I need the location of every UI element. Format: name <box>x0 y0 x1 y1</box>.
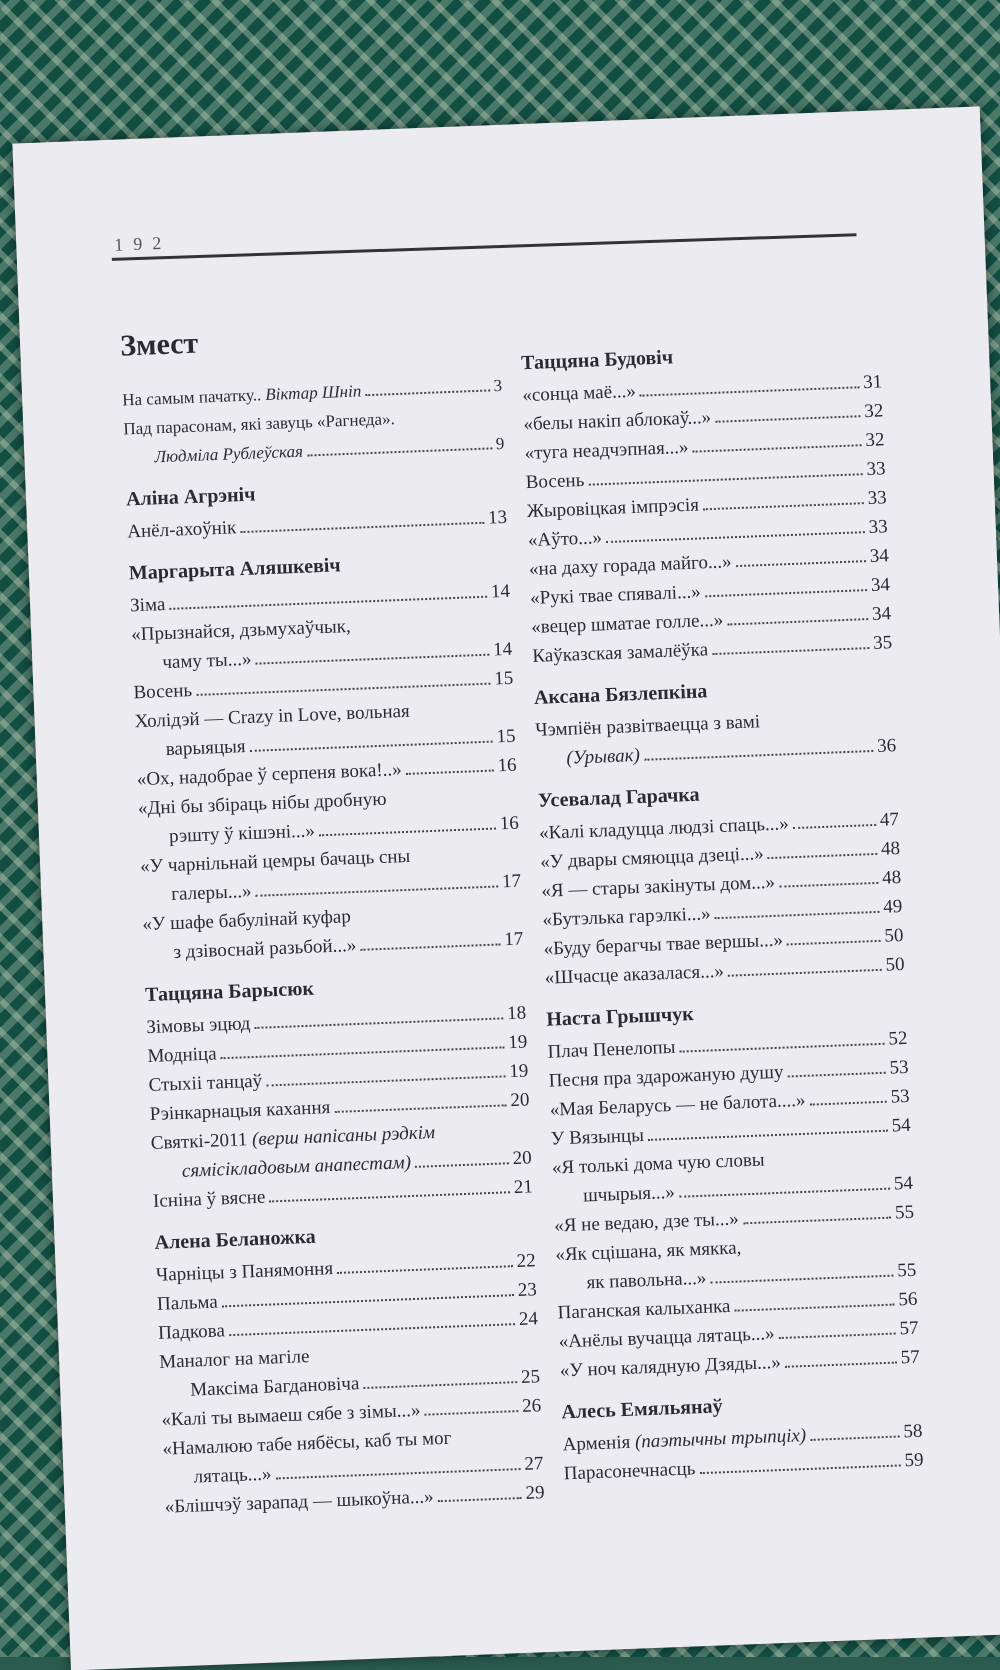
page-number: 192 <box>113 232 172 255</box>
leader-dots <box>365 389 489 396</box>
entry-title: Рэінкарнацыя кахання <box>149 1097 331 1126</box>
entry-title: Чарніцы з Панямоння <box>155 1258 334 1286</box>
leader-dots <box>710 1275 893 1284</box>
author-section <box>546 995 920 1386</box>
entry-page: 58 <box>903 1420 923 1443</box>
leader-dots <box>779 882 878 888</box>
entry-page: 27 <box>524 1453 544 1475</box>
entry-title: «Рукі твае спявалі...» <box>529 581 702 610</box>
leader-dots <box>425 1410 519 1416</box>
leader-dots <box>256 654 490 665</box>
leader-dots <box>250 741 493 752</box>
entry-title-line1: Пад парасонам, які завуць «Рагнеда». <box>123 409 396 439</box>
leader-dots <box>337 1265 513 1274</box>
entry-title-line2: Максіма Багдановіча <box>189 1373 360 1401</box>
leader-dots <box>768 853 878 859</box>
leader-dots <box>606 531 865 543</box>
entry-title: Паганская калыханка <box>557 1295 731 1324</box>
entry-page: 53 <box>890 1085 910 1108</box>
entry-page: 48 <box>880 838 901 860</box>
entry-title: «Блішчэў зарапад — шыкоўна...» <box>164 1486 434 1518</box>
entry-title-line2: рэшту ў кішэні...» <box>168 820 316 848</box>
entry-page: 14 <box>492 638 513 661</box>
entry-title-line1: «Як сцішана, як мякка, <box>555 1237 742 1266</box>
contents-right-column <box>521 338 925 1504</box>
leader-dots <box>810 1101 887 1106</box>
leader-dots <box>727 618 868 625</box>
entry-page: 48 <box>881 867 902 889</box>
intro-section <box>122 371 505 473</box>
author-section <box>521 338 893 671</box>
entry-page: 21 <box>513 1176 534 1199</box>
entry-title: «Шчасце аказалася...» <box>544 960 725 989</box>
entry-page: 13 <box>487 506 508 529</box>
entry-page: 3 <box>493 375 503 396</box>
leader-dots <box>229 1323 515 1336</box>
leader-dots <box>703 502 864 510</box>
entry-page: 16 <box>497 754 517 777</box>
entry-page: 36 <box>876 735 897 757</box>
header-rule <box>112 233 857 261</box>
entry-page: 59 <box>904 1449 924 1472</box>
leader-dots <box>699 1464 900 1474</box>
entry-title-line1: «Прызнайся, дзьмухаўчык, <box>130 615 352 646</box>
entry-title: Пальма <box>156 1291 219 1315</box>
author-name: Усевалад Гарачка <box>537 783 700 812</box>
entry-title: «вецер шматае голле...» <box>530 609 724 639</box>
entry-page: 34 <box>869 545 890 567</box>
author-name: Алесь Емяльянаў <box>561 1395 723 1424</box>
leader-dots <box>728 969 882 977</box>
leader-dots <box>276 1468 521 1479</box>
entry-page: 50 <box>885 953 905 976</box>
entry-title-line1: «У шафе бабулінай куфар <box>142 906 352 936</box>
author-section <box>154 1217 545 1521</box>
leader-dots <box>693 444 862 452</box>
leader-dots <box>438 1497 522 1502</box>
entry-title-line1: Маналог на магіле <box>158 1346 310 1373</box>
author-name: Маргарыта Аляшкевіч <box>128 554 342 585</box>
entry-title: Анёл-ахоўнік <box>126 517 237 543</box>
leader-dots <box>307 447 492 456</box>
leader-dots <box>715 415 860 423</box>
entry-page: 34 <box>870 574 891 596</box>
leader-dots <box>648 1130 888 1141</box>
book-page <box>12 106 1000 1670</box>
entry-page: 52 <box>887 1027 908 1050</box>
leader-dots <box>254 1017 503 1029</box>
leader-dots <box>680 1043 885 1053</box>
entry-page: 9 <box>495 433 505 454</box>
contents-title: Змест <box>119 326 199 363</box>
author-section <box>129 548 524 968</box>
leader-dots <box>266 1075 505 1086</box>
entry-title-line1: Холідэй — Crazy in Love, вольная <box>134 700 411 733</box>
entry-page: 57 <box>900 1346 921 1369</box>
entry-title: «Я — стары закінуты дом...» <box>541 871 776 902</box>
leader-dots <box>319 828 496 837</box>
entry-title-line2: галеры...» <box>170 880 252 906</box>
entry-page: 24 <box>518 1308 539 1330</box>
leader-dots <box>712 647 869 655</box>
entry-page: 49 <box>882 895 903 918</box>
leader-dots <box>735 1304 895 1312</box>
leader-dots <box>221 1046 505 1059</box>
leader-dots <box>788 1072 886 1078</box>
entry-title-line1: «У чарнільнай цемры бачаць сны <box>139 845 411 878</box>
entry-title: Восень <box>133 680 193 704</box>
entry-title: «Аўто...» <box>527 527 603 552</box>
entry-title: Арменія (паэтычны трыпціх) <box>562 1425 807 1456</box>
entry-title-line2: як павольна...» <box>586 1267 707 1294</box>
entry-title: «Мая Беларусь — не балота....» <box>549 1089 806 1121</box>
entry-title: Плач Пенелопы <box>547 1036 676 1063</box>
toc-entry <box>127 503 508 547</box>
entry-title: «Я не ведаю, дзе ты...» <box>553 1208 740 1237</box>
entry-title: «У двары смяюцца дзеці...» <box>539 843 765 873</box>
entry-title-line1: Чэмпіён развітваецца з вамі <box>534 711 761 741</box>
entry-title: Жыровіцкая імпрэсія <box>526 494 700 523</box>
entry-page: 15 <box>496 725 516 748</box>
entry-title: «белы накіп аблокаў...» <box>523 406 712 436</box>
entry-title: У Вязынцы <box>550 1125 645 1150</box>
entry-title-line2: (Урывак) <box>565 744 641 769</box>
author-name: Аліна Агрэніч <box>125 483 256 511</box>
leader-dots <box>222 1294 514 1307</box>
entry-title: «У ноч калядную Дзяды...» <box>559 1351 782 1382</box>
entry-title: «туга неадчэпная...» <box>524 436 689 465</box>
entry-page: 29 <box>525 1482 545 1504</box>
leader-dots <box>240 522 484 533</box>
entry-title-line2: чаму ты...» <box>161 648 252 674</box>
leader-dots <box>787 940 881 946</box>
leader-dots <box>644 750 873 761</box>
entry-title: На самым пачатку.. Віктар Шніп <box>121 381 362 410</box>
leader-dots <box>640 386 859 396</box>
leader-dots <box>334 1104 506 1113</box>
entry-title-line1: «Дні бы збіраць нібы дробную <box>137 788 387 820</box>
entry-title: Парасонечнасць <box>563 1458 696 1485</box>
entry-title: «Ох, надобрае ў серпеня вока!..» <box>136 759 403 791</box>
entry-title: Існіна ў вясне <box>152 1186 266 1212</box>
leader-dots <box>588 473 862 486</box>
entry-page: 47 <box>879 809 900 831</box>
entry-title: «Калі кладуцца людзі спаць...» <box>538 813 790 844</box>
entry-page: 55 <box>894 1201 915 1224</box>
entry-title: «Бутэлька гарэлкі...» <box>542 903 711 931</box>
entry-title-line1: Святкі-2011 (верш напісаны рэдкім <box>150 1122 436 1154</box>
entry-page: 16 <box>499 812 520 835</box>
entry-title: Зіма <box>129 594 166 617</box>
leader-dots <box>196 683 490 696</box>
leader-dots <box>743 1217 891 1225</box>
contents-left-column <box>120 315 546 1538</box>
entry-title: Модніца <box>147 1043 217 1068</box>
entry-page: 14 <box>490 580 511 603</box>
entry-title: «сонца маё...» <box>522 380 637 407</box>
entry-title: «на даху горада майго...» <box>528 551 732 581</box>
entry-page: 19 <box>508 1060 529 1083</box>
leader-dots <box>779 1333 896 1339</box>
entry-page: 55 <box>896 1259 917 1282</box>
entry-title-line2: лятаць...» <box>193 1463 272 1488</box>
leader-dots <box>679 1188 890 1198</box>
entry-page: 20 <box>512 1147 533 1170</box>
entry-title: «Анёлы вучацца лятаць...» <box>558 1323 775 1353</box>
entry-page: 20 <box>510 1089 530 1112</box>
author-section <box>561 1388 924 1489</box>
entry-page: 23 <box>517 1279 538 1302</box>
leader-dots <box>256 885 499 896</box>
entry-title-line1: «Я толькі дома чую словы <box>551 1149 766 1179</box>
entry-title: Восень <box>525 469 585 494</box>
entry-page: 17 <box>501 870 522 893</box>
entry-page: 32 <box>864 429 885 452</box>
leader-dots <box>793 824 876 829</box>
entry-page: 57 <box>899 1317 919 1340</box>
entry-title-line2: шчырыя...» <box>582 1181 676 1207</box>
author-section <box>538 776 906 993</box>
author-name: Наста Грышчук <box>545 1003 695 1031</box>
entry-title: «Буду берагчы твае вершы...» <box>543 929 784 960</box>
author-name: Аксана Бязлепкіна <box>533 680 708 709</box>
leader-dots <box>785 1362 897 1368</box>
entry-page: 33 <box>868 516 889 538</box>
author-name: Таццяна Будовіч <box>520 346 674 375</box>
entry-page: 25 <box>520 1366 541 1388</box>
entry-title: Падкова <box>157 1320 226 1344</box>
entry-page: 17 <box>503 928 524 951</box>
entry-page: 56 <box>897 1288 918 1311</box>
entry-page: 32 <box>863 400 884 423</box>
leader-dots <box>715 911 880 919</box>
author-name: Таццяна Барысюк <box>144 977 315 1007</box>
leader-dots <box>406 770 494 775</box>
entry-page: 34 <box>871 603 892 625</box>
leader-dots <box>363 1381 517 1389</box>
leader-dots <box>415 1162 509 1168</box>
entry-title-line2: сямісікладовым анапестам) <box>181 1152 412 1182</box>
author-section <box>145 970 534 1216</box>
entry-page: 54 <box>893 1172 914 1195</box>
leader-dots <box>810 1435 899 1440</box>
entry-page: 22 <box>516 1250 537 1273</box>
author-section <box>534 673 897 774</box>
entry-title: Каўказская замалёўка <box>532 639 709 667</box>
leader-dots <box>736 560 866 567</box>
entry-page: 19 <box>507 1031 528 1054</box>
entry-page: 33 <box>867 487 888 510</box>
leader-dots <box>269 1191 510 1202</box>
entry-page: 31 <box>862 371 883 394</box>
entry-page: 54 <box>891 1114 912 1137</box>
entry-title-line1: «Намалюю табе нябёсы, каб ты мог <box>162 1427 452 1460</box>
entry-page: 33 <box>866 458 886 481</box>
entry-title-line2: варыяцыя <box>165 736 246 761</box>
entry-page: 50 <box>884 924 904 947</box>
entry-title: «Калі ты вымаеш сябе з зімы...» <box>161 1399 421 1431</box>
entry-author: Людміла Рублеўская <box>154 441 304 467</box>
entry-page: 53 <box>889 1056 909 1079</box>
author-section <box>126 474 508 547</box>
entry-page: 35 <box>872 632 893 654</box>
leader-dots <box>360 943 500 950</box>
entry-title: Стыхіі танцаў <box>148 1070 263 1097</box>
leader-dots <box>705 589 867 597</box>
entry-title: Зімовы эцюд <box>145 1013 251 1039</box>
author-name: Алена Беланожка <box>154 1225 317 1254</box>
entry-page: 18 <box>506 1002 527 1025</box>
entry-page: 15 <box>493 667 514 690</box>
entry-page: 26 <box>521 1395 542 1417</box>
entry-title-line2: з дзівоснай разьбой...» <box>173 934 357 963</box>
entry-title: Песня пра здарожаную душу <box>548 1061 784 1092</box>
